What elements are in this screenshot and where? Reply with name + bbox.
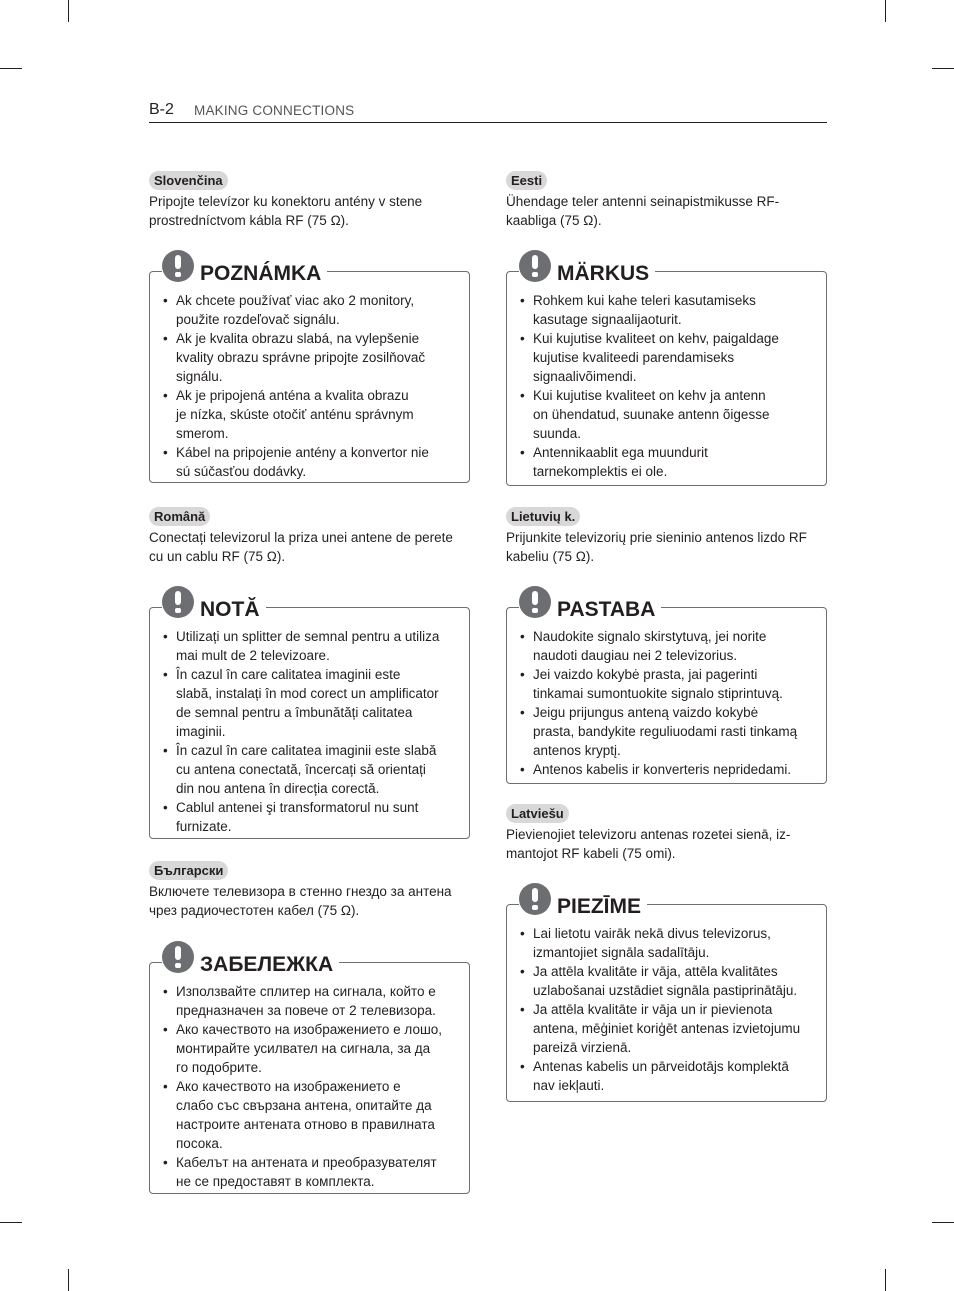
crop-mark [0, 68, 22, 69]
list-item: • Cablul antenei şi transformatorul nu sunt furnizate. [176, 798, 459, 836]
list-item: • Ak je pripojená anténa a kvalita obrazu je nízka, skúste otočiť anténu správnym smerom. [176, 386, 459, 443]
list-item: • Antennikaablit ega muundurit tarnekomplektis ei ole. [533, 443, 816, 481]
list-item: • Ak chcete používať viac ako 2 monitory, použite rozdeľovač signálu. [176, 291, 459, 329]
instruction-text: Pripojte televízor ku konektoru antény v stene prostredníctvom kábla RF (75 Ω). [149, 194, 423, 228]
list-item: • Jeigu prijungus anteną vaizdo kokybė prasta, bandykite reguliuodami rasti tinkamą antenos kryptį. [533, 703, 816, 760]
page-number: B-2 [149, 101, 174, 118]
crop-mark [0, 1222, 22, 1223]
note-list [507, 272, 826, 481]
list-item: • Kui kujutise kvaliteet on kehv ja antenn on ühendatud, suunake antenn õigesse suunda. [533, 386, 816, 443]
crop-mark [885, 1269, 886, 1291]
exclamation-icon [162, 586, 194, 618]
note-list [150, 608, 469, 836]
note-box [149, 262, 470, 483]
note-header [519, 881, 647, 918]
note-box [149, 953, 470, 1194]
list-item: • Kábel na pripojenie antény a konvertor nie sú súčasťou dodávky. [176, 443, 459, 481]
crop-mark [68, 1269, 69, 1291]
list-item: • Rohkem kui kahe teleri kasutamiseks kasutage signaalijaoturit. [533, 291, 816, 329]
note-header [519, 248, 655, 285]
page-header [149, 100, 827, 123]
exclamation-icon [519, 586, 551, 618]
list-item: • Jei vaizdo kokybė prasta, jai pagerinti tinkamai sumontuokite signalo stiprintuvą. [533, 665, 816, 703]
list-item: • Използвайте сплитер на сигнала, който е предназначен за повече от 2 телевизора. [176, 982, 459, 1020]
note-header [162, 584, 266, 621]
language-tag: Română [149, 507, 210, 526]
list-item: • Ако качеството на изображението е слабо със свързана антена, опитайте да настроите антената отново в правилната посока. [176, 1077, 459, 1153]
list-item: • Кабелът на антената и преобразувателят не се предоставят в комплекта. [176, 1153, 459, 1191]
instruction-text: Prijunkite televizorių prie sieninio antenos lizdo RF kabeliu (75 Ω). [506, 530, 807, 564]
list-item: • Lai lietotu vairāk nekā divus televizorus, izmantojiet signāla sadalītāju. [533, 924, 816, 962]
instruction-text: Ühendage teler antenni seinapistmikusse RF- kaabliga (75 Ω). [506, 194, 780, 228]
note-header [519, 584, 661, 621]
note-list [150, 272, 469, 481]
list-item: • În cazul în care calitatea imaginii este slabă cu antena conectată, încercați să orientați din nou antena în direcția corectă. [176, 741, 459, 798]
note-box [506, 262, 827, 486]
list-item: • Ja attēla kvalitāte ir vāja un ir pievienota antena, mēģiniet koriģēt antenas izvietojumu pareizā virzienā. [533, 1000, 816, 1057]
instruction-text: Pievienojiet televizoru antenas rozetei sienā, iz- mantojot RF kabeli (75 omi). [506, 827, 791, 861]
crop-mark [885, 0, 886, 22]
exclamation-icon [519, 250, 551, 282]
language-tag: Latviešu [506, 804, 569, 823]
language-tag: Slovenčina [149, 171, 228, 190]
note-title: PIEZĪME [557, 895, 642, 918]
list-item: • Naudokite signalo skirstytuvą, jei norite naudoti daugiau nei 2 televizorius. [533, 627, 816, 665]
note-list [507, 905, 826, 1095]
lang-block-et [506, 171, 827, 230]
language-tag: Eesti [506, 171, 547, 190]
list-item: • Utilizați un splitter de semnal pentru a utiliza mai mult de 2 televizoare. [176, 627, 459, 665]
note-box [149, 598, 470, 839]
list-item: • Ak je kvalita obrazu slabá, na vylepšenie kvality obrazu správne pripojte zosilňovač signálu. [176, 329, 459, 386]
note-list [507, 608, 826, 779]
list-item: • Kui kujutise kvaliteet on kehv, paigaldage kujutise kvaliteedi parendamiseks signaalivõimendi. [533, 329, 816, 386]
note-title: PASTABA [557, 598, 656, 621]
list-item: • Ако качеството на изображението е лошо, монтирайте усилвател на сигнала, за да го подобрите. [176, 1020, 459, 1077]
exclamation-icon [519, 883, 551, 915]
note-box [506, 598, 827, 784]
instruction-text: Conectați televizorul la priza unei antene de perete cu un cablu RF (75 Ω). [149, 530, 453, 564]
exclamation-icon [162, 250, 194, 282]
note-header [162, 248, 327, 285]
list-item: • Antenas kabelis un pārveidotājs komplektā nav iekļauti. [533, 1057, 816, 1095]
lang-block-lt [506, 507, 827, 566]
lang-block-lv [506, 804, 827, 863]
exclamation-icon [162, 941, 194, 973]
list-item: • Ja attēla kvalitāte ir vāja, attēla kvalitātes uzlabošanai uzstādiet signāla pastiprinātāju. [533, 962, 816, 1000]
lang-block-ro [149, 507, 470, 566]
note-title: MÄRKUS [557, 262, 650, 285]
section-title: MAKING CONNECTIONS [194, 103, 355, 118]
lang-block-bg [149, 861, 470, 920]
instruction-text: Включете телевизора в стенно гнездо за антена чрез радиочестотен кабел (75 Ω). [149, 884, 452, 918]
crop-mark [932, 68, 954, 69]
note-list [150, 963, 469, 1191]
note-header [162, 939, 339, 976]
lang-block-sk [149, 171, 470, 230]
language-tag: Lietuvių k. [506, 507, 580, 526]
list-item: • În cazul în care calitatea imaginii este slabă, instalați în mod corect un amplificator de semnal pentru a îmbunătăți calitatea imaginii. [176, 665, 459, 741]
note-box [506, 895, 827, 1102]
crop-mark [932, 1222, 954, 1223]
crop-mark [68, 0, 69, 22]
note-title: ЗАБЕЛЕЖКА [200, 953, 334, 976]
note-title: NOTĂ [200, 598, 260, 621]
note-title: POZNÁMKA [200, 262, 322, 285]
language-tag: Български [149, 861, 228, 880]
list-item: • Antenos kabelis ir konverteris nepridedami. [533, 760, 816, 779]
